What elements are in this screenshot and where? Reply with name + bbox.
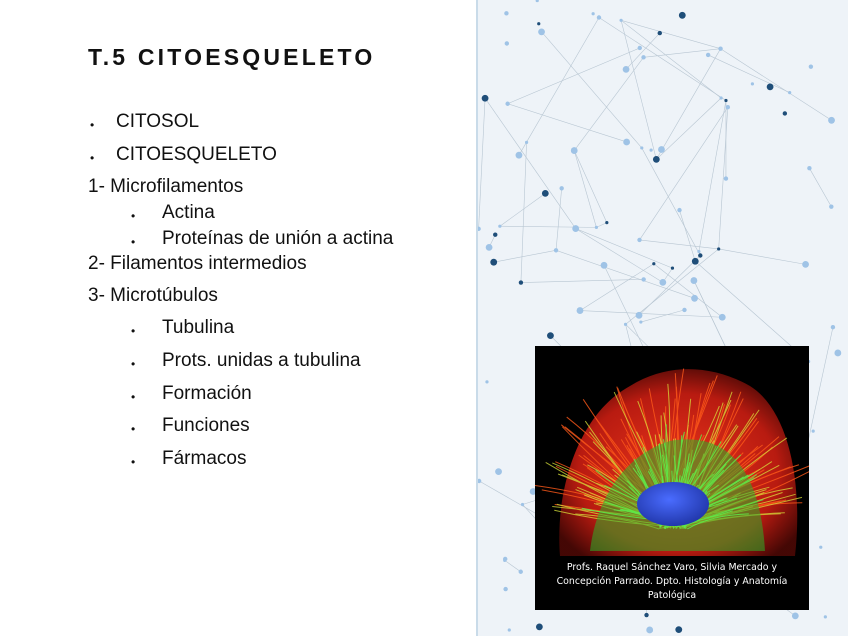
network-node [718, 47, 722, 51]
network-line [521, 142, 527, 282]
caption-line: Patológica [647, 590, 697, 601]
network-line [642, 148, 701, 256]
network-line [485, 98, 576, 228]
bullet-icon: • [131, 209, 136, 223]
network-node [505, 102, 509, 106]
network-node [717, 247, 720, 250]
network-node [636, 312, 643, 319]
network-node [516, 152, 523, 159]
network-node [809, 64, 813, 68]
network-node [819, 546, 822, 549]
network-node [691, 277, 698, 284]
network-line [621, 20, 721, 98]
network-node [504, 11, 508, 15]
network-node [559, 186, 563, 190]
network-node [829, 204, 833, 208]
list-item-funciones: Funciones [162, 415, 250, 436]
network-node [650, 149, 653, 152]
network-line [505, 560, 521, 571]
network-node [675, 626, 682, 633]
network-node [767, 84, 774, 91]
network-node [692, 258, 699, 265]
network-node [724, 99, 727, 102]
network-node [652, 262, 655, 265]
network-node [597, 15, 601, 19]
photo-caption [535, 556, 809, 610]
network-line [708, 55, 790, 93]
network-node [624, 323, 627, 326]
network-node [485, 380, 488, 383]
network-line [580, 264, 654, 311]
bullet-icon: • [131, 422, 136, 436]
network-line [574, 151, 596, 228]
network-line [574, 151, 607, 223]
network-node [682, 308, 686, 312]
network-node [601, 262, 608, 269]
network-line [640, 107, 728, 240]
network-node [828, 117, 835, 124]
network-node [640, 146, 643, 149]
list-item-formacion: Formación [162, 383, 252, 404]
network-node [834, 350, 841, 357]
network-node [831, 325, 835, 329]
network-node [519, 570, 523, 574]
network-node [697, 250, 700, 253]
network-line [500, 193, 545, 226]
network-node [519, 280, 523, 284]
network-node [751, 82, 754, 85]
list-item-prots-unidas-tubulina: Prots. unidas a tubulina [162, 350, 361, 371]
network-node [595, 226, 598, 229]
network-line [599, 17, 726, 100]
network-node [542, 190, 549, 197]
network-node [641, 277, 645, 281]
network-node [824, 615, 827, 618]
network-line [621, 20, 656, 159]
network-node [677, 208, 681, 212]
network-node [671, 267, 674, 270]
network-node [536, 0, 539, 2]
nucleus-shape [637, 482, 709, 526]
network-line [596, 223, 606, 228]
network-node [658, 146, 665, 153]
network-node [577, 307, 584, 314]
network-line [604, 265, 646, 352]
network-node [638, 46, 642, 50]
network-node [505, 41, 509, 45]
list-item-citoesqueleto: CITOESQUELETO [116, 144, 277, 165]
network-node [641, 55, 645, 59]
network-node [495, 468, 502, 475]
network-node [605, 221, 608, 224]
bullet-icon: • [131, 455, 136, 469]
list-item-tubulina: Tubulina [162, 317, 235, 338]
network-node [788, 91, 791, 94]
bullet-icon: • [131, 235, 136, 249]
list-item-farmacos: Fármacos [162, 448, 247, 469]
caption-line: Profs. Raquel Sánchez Varo, Silvia Mercado y [566, 562, 778, 573]
network-node [508, 628, 511, 631]
network-node [812, 430, 815, 433]
network-node [719, 96, 722, 99]
network-line [508, 48, 640, 104]
network-node [679, 12, 686, 19]
network-node [644, 613, 648, 617]
network-line [556, 250, 695, 298]
network-node [691, 295, 698, 302]
network-node [486, 244, 493, 251]
network-node [571, 147, 578, 154]
network-line [576, 229, 663, 283]
list-item-microfilamentos: 1- Microfilamentos [88, 176, 244, 197]
network-node [783, 111, 787, 115]
bullet-icon: • [90, 151, 95, 165]
caption-line: Concepción Parrado. Dpto. Histología y Anatomía [556, 576, 788, 587]
slide-title: T.5 CITOESQUELETO [88, 44, 376, 70]
network-node [724, 176, 728, 180]
network-node [503, 559, 506, 562]
network-node [719, 314, 726, 321]
network-node [646, 627, 653, 634]
list-item-actina: Actina [162, 202, 215, 223]
network-node [792, 612, 799, 619]
network-line [656, 49, 720, 160]
network-node [637, 238, 641, 242]
list-item-filamentos-intermedios: 2- Filamentos intermedios [88, 253, 307, 274]
network-node [807, 166, 811, 170]
network-node [572, 225, 579, 232]
network-line [640, 240, 719, 249]
divider [476, 0, 478, 636]
network-node [493, 232, 497, 236]
bullet-icon: • [131, 324, 136, 338]
network-line [500, 226, 597, 227]
network-line [699, 100, 726, 251]
network-node [659, 279, 666, 286]
network-node [592, 12, 595, 15]
cytoskeleton-micrograph [535, 346, 809, 610]
network-node [706, 53, 710, 57]
list-item-microtubulos: 3- Microtúbulos [88, 285, 218, 306]
network-node [498, 225, 501, 228]
network-line [809, 168, 831, 206]
network-line [641, 310, 685, 322]
list-item-citosol: CITOSOL [116, 111, 200, 132]
network-node [538, 28, 545, 35]
network-node [658, 31, 662, 35]
network-line [680, 210, 696, 261]
network-node [536, 623, 543, 630]
network-node [698, 253, 702, 257]
network-node [653, 156, 660, 163]
network-line [494, 250, 556, 262]
network-node [554, 248, 558, 252]
network-line [556, 188, 562, 250]
bullet-icon: • [131, 390, 136, 404]
network-node [726, 105, 730, 109]
bullet-icon: • [90, 118, 95, 132]
network-node [482, 95, 489, 102]
network-node [619, 19, 622, 22]
list-item-proteinas-union-actina: Proteínas de unión a actina [162, 228, 394, 249]
network-line [721, 49, 832, 121]
network-node [503, 587, 507, 591]
network-node [639, 320, 642, 323]
network-node [547, 332, 554, 339]
network-line [656, 98, 721, 159]
network-line [479, 98, 485, 229]
network-line [719, 249, 806, 264]
network-node [623, 66, 630, 73]
network-node [521, 503, 524, 506]
network-line [519, 17, 599, 155]
network-node [802, 261, 809, 268]
network-node [525, 141, 528, 144]
bullet-icon: • [131, 357, 136, 371]
network-line [580, 311, 722, 318]
network-line [621, 20, 720, 48]
network-node [623, 139, 630, 146]
network-node [537, 22, 540, 25]
network-node [490, 259, 497, 266]
